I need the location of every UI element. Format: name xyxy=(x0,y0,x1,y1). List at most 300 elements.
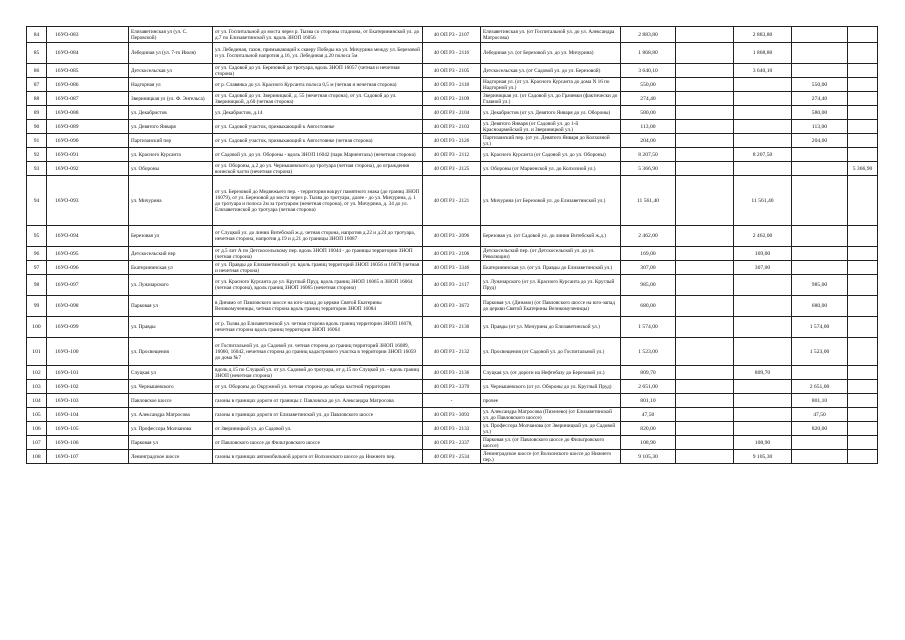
row-number: 89 xyxy=(27,106,47,120)
row-number: 101 xyxy=(27,338,47,366)
road-section: ул. Девятого Января (от Садовой ул. до 1-й Красноармейской ул. и Звериницкой ул.) xyxy=(481,120,621,134)
object-code: 16УО-105 xyxy=(47,422,129,436)
row-number: 102 xyxy=(27,366,47,380)
row-number: 93 xyxy=(27,162,47,176)
area-total: 8 207,50 xyxy=(621,148,676,162)
road-registry-number: 40 ОП РЗ - 2112 xyxy=(423,148,481,162)
area-col-3: 550,00 xyxy=(792,78,848,92)
area-col-2: 307,00 xyxy=(734,261,792,275)
area-description: от ул. Красного Курсанта до ул. Круглый Пруд, вдоль границ ЗНОП 16065 и ЗНОП 16064 (четная сторона), вдоль границ ЗНОП 16065 (нечетная сторона) xyxy=(213,275,423,296)
area-total: 169,00 xyxy=(621,247,676,261)
road-registry-number: 40 ОП РЗ - 2121 xyxy=(423,176,481,226)
street-name: Партизанский пер xyxy=(129,134,213,148)
area-col-2: 108,90 xyxy=(734,436,792,450)
object-code: 16УО-093 xyxy=(47,176,129,226)
area-col-2 xyxy=(734,422,792,436)
area-col-4 xyxy=(848,317,878,338)
area-description: газоны в границах дороги от границы г. Павловска до ул. Александра Матросова xyxy=(213,394,423,408)
area-col-4 xyxy=(848,226,878,247)
table-body xyxy=(27,27,878,464)
row-number: 106 xyxy=(27,422,47,436)
street-name: Слуцкая ул xyxy=(129,366,213,380)
row-number: 91 xyxy=(27,134,47,148)
area-col-4 xyxy=(848,78,878,92)
document-page xyxy=(26,26,877,464)
table-row xyxy=(27,380,878,394)
area-total: 204,00 xyxy=(621,134,676,148)
area-total: 820,00 xyxy=(621,422,676,436)
area-total: 985,00 xyxy=(621,275,676,296)
area-total: 2 651,00 xyxy=(621,380,676,394)
object-code: 16УО-107 xyxy=(47,450,129,464)
area-col-4 xyxy=(848,176,878,226)
area-total: 550,00 xyxy=(621,78,676,92)
row-number: 97 xyxy=(27,261,47,275)
area-description: от ул. Березовой до Медвежьего пер. - территория вокруг памятного знака (до границ ЗНОП 16079), от ул. Березовой до моста через р. Тызва до тротуара, далее - до ул. Мичурина, д. 1 до тротуара и полоса 2м за тротуаром (нечетная сторона), от ул. Мичурина, д. 34 до ул. Елизаветинской до тротуара (четная сторона) xyxy=(213,176,423,226)
area-description: от ул. Правды до Елизаветинской ул. вдоль границ территорий ЗНОП 16056 и 16078 (четная и нечетная сторона) xyxy=(213,261,423,275)
area-col-3 xyxy=(792,27,848,43)
area-col-2: 9 105,30 xyxy=(734,450,792,464)
area-col-2 xyxy=(734,92,792,106)
street-name: Детскосельский пер xyxy=(129,247,213,261)
area-col-2: 2 883,80 xyxy=(734,27,792,43)
street-name: ул. Декабристов xyxy=(129,106,213,120)
area-col-1 xyxy=(676,176,734,226)
area-col-2: 2 462,00 xyxy=(734,226,792,247)
street-name: Парковая ул xyxy=(129,436,213,450)
area-col-1 xyxy=(676,162,734,176)
road-section: ул. Луначарского (от ул. Красного Курсанта до ул. Круглый Пруд) xyxy=(481,275,621,296)
road-registry-number: 40 ОП РЗ - 2117 xyxy=(423,275,481,296)
area-col-3 xyxy=(792,226,848,247)
area-col-1 xyxy=(676,134,734,148)
area-col-4 xyxy=(848,43,878,64)
table-row xyxy=(27,261,878,275)
area-description: от ул. Садовой до ул. Березовой до тротуара, вдоль ЗНОП 16057 (четная и нечетная сторона) xyxy=(213,64,423,78)
road-registry-number: 40 ОП РЗ - 2133 xyxy=(423,422,481,436)
area-col-4 xyxy=(848,422,878,436)
object-code: 16УО-088 xyxy=(47,106,129,120)
object-code: 16УО-101 xyxy=(47,366,129,380)
road-section: Слуцкая ул. (от дороги на Нефтебазу до Березовой ул.) xyxy=(481,366,621,380)
row-number: 107 xyxy=(27,436,47,450)
street-name: Детскосельская ул xyxy=(129,64,213,78)
row-number: 99 xyxy=(27,296,47,317)
road-registry-number: 40 ОП РЗ - 2534 xyxy=(423,450,481,464)
road-section: Лебединая ул. (от Березовой ул. до ул. Мичурина) xyxy=(481,43,621,64)
area-description: от Садовой ул. до ул. Обороны - вдоль ЗНОП 16042 (парк Мариенталь) (нечетная сторона) xyxy=(213,148,423,162)
road-section: ул. Чернышевского (от ул. Обороны до ул. Круглый Пруд) xyxy=(481,380,621,394)
area-col-3 xyxy=(792,366,848,380)
area-total: 5 366,90 xyxy=(621,162,676,176)
area-total: 1 523,00 xyxy=(621,338,676,366)
area-col-2 xyxy=(734,338,792,366)
row-number: 94 xyxy=(27,176,47,226)
road-section: Надгорная ул. (от ул. Красного Курсанта до дома N 16 по Надгорной ул.) xyxy=(481,78,621,92)
area-description: от ул. Обороны, д.2 до ул. Чернышевского до тротуара (четная сторона), до ограждения воинской части (нечетная сторона) xyxy=(213,162,423,176)
road-registry-number: 40 ОП РЗ - 2130 xyxy=(423,317,481,338)
road-section: ул. Красного Курсанта (от Садовой ул. до ул. Обороны) xyxy=(481,148,621,162)
road-section: Звериницкая ул. (от Садовой ул. до Грачевки (фактически до Главной ул.) xyxy=(481,92,621,106)
area-total: 801,10 xyxy=(621,394,676,408)
area-total: 307,00 xyxy=(621,261,676,275)
area-total: 580,00 xyxy=(621,106,676,120)
table-row xyxy=(27,78,878,92)
area-col-3: 204,00 xyxy=(792,134,848,148)
area-col-4 xyxy=(848,148,878,162)
road-section: ул. Правды (от ул. Мичурина до Елизаветинской ул.) xyxy=(481,317,621,338)
area-col-4 xyxy=(848,64,878,78)
road-registry-number: 40 ОП РЗ - 2105 xyxy=(423,64,481,78)
area-total: 2 883,80 xyxy=(621,27,676,43)
table-row xyxy=(27,296,878,317)
area-col-3 xyxy=(792,247,848,261)
road-registry-number: 40 ОП РЗ - 2106 xyxy=(423,247,481,261)
area-col-4 xyxy=(848,450,878,464)
area-col-4 xyxy=(848,106,878,120)
area-col-3: 801,10 xyxy=(792,394,848,408)
road-registry-number: 40 ОП РЗ - 3370 xyxy=(423,380,481,394)
row-number: 84 xyxy=(27,27,47,43)
area-total: 680,00 xyxy=(621,296,676,317)
area-col-1 xyxy=(676,64,734,78)
object-code: 16УО-083 xyxy=(47,27,129,43)
table-row xyxy=(27,436,878,450)
road-section: прочее xyxy=(481,394,621,408)
road-registry-number: 40 ОП РЗ - 2126 xyxy=(423,134,481,148)
street-name: Березовая ул xyxy=(129,226,213,247)
area-total: 113,00 xyxy=(621,120,676,134)
area-col-2 xyxy=(734,296,792,317)
street-name: ул. Луначарского xyxy=(129,275,213,296)
area-total: 47,50 xyxy=(621,408,676,422)
area-col-1 xyxy=(676,27,734,43)
area-description: от ул. Садовой до ул. Звериницкой, д. 55 (нечетная сторона), от ул. Садовой до ул. Звериницкой, д.60 (четная сторона) xyxy=(213,92,423,106)
table-row xyxy=(27,27,878,43)
object-code: 16УО-099 xyxy=(47,317,129,338)
table-row xyxy=(27,450,878,464)
table-row xyxy=(27,176,878,226)
street-name: ул. Красного Курсанта xyxy=(129,148,213,162)
area-col-1 xyxy=(676,408,734,422)
road-registry-number: 40 ОП РЗ - 2125 xyxy=(423,162,481,176)
object-code: 16УО-084 xyxy=(47,43,129,64)
area-total: 274,40 xyxy=(621,92,676,106)
street-name: ул. Девятого Января xyxy=(129,120,213,134)
table-row xyxy=(27,366,878,380)
object-code: 16УО-085 xyxy=(47,64,129,78)
area-col-1 xyxy=(676,148,734,162)
area-col-3: 820,00 xyxy=(792,422,848,436)
area-col-3 xyxy=(792,261,848,275)
area-col-1 xyxy=(676,78,734,92)
road-registry-number: 40 ОП РЗ - 2104 xyxy=(423,106,481,120)
road-registry-number: 40 ОП РЗ - 2132 xyxy=(423,338,481,366)
street-name: ул. Правды xyxy=(129,317,213,338)
road-registry-number: 40 ОП РЗ - 3093 xyxy=(423,408,481,422)
area-col-4 xyxy=(848,296,878,317)
area-description: вдоль д.15 по Слуцкой ул. от ул. Садовой до тротуара, от д.15 по Слуцкой ул. - вдоль границ ЗНОП (нечетная сторона) xyxy=(213,366,423,380)
area-col-1 xyxy=(676,422,734,436)
area-col-3: 2 651,00 xyxy=(792,380,848,394)
street-name: Парковая ул xyxy=(129,296,213,317)
area-description: ул. Лебединая, газон, примыкающий к скверу Победы на ул. Мичурина между ул. Березовой и ул. Госпитальной напротив д.16, ул. Лебединая д.20 полоса 5м xyxy=(213,43,423,64)
area-col-2 xyxy=(734,134,792,148)
road-registry-number: 40 ОП РЗ - 2109 xyxy=(423,92,481,106)
table-row xyxy=(27,226,878,247)
street-name: Звериницкая ул (ул. Ф. Энгельса) xyxy=(129,92,213,106)
area-col-1 xyxy=(676,317,734,338)
area-col-4 xyxy=(848,120,878,134)
area-description: ул. Декабристов, д.14 xyxy=(213,106,423,120)
area-col-1 xyxy=(676,338,734,366)
object-code: 16УО-102 xyxy=(47,380,129,394)
object-code: 16УО-095 xyxy=(47,247,129,261)
area-col-3: 274,40 xyxy=(792,92,848,106)
object-code: 16УО-104 xyxy=(47,408,129,422)
area-total: 11 561,40 xyxy=(621,176,676,226)
street-name: Елизаветинская ул (ул. С. Перовской) xyxy=(129,27,213,43)
object-code: 16УО-097 xyxy=(47,275,129,296)
object-code: 16УО-087 xyxy=(47,92,129,106)
object-code: 16УО-100 xyxy=(47,338,129,366)
area-col-3: 113,00 xyxy=(792,120,848,134)
area-description: от Павловского шоссе до Фильтровского шоссе xyxy=(213,436,423,450)
street-name: ул. Мичурина xyxy=(129,176,213,226)
area-col-2: 3 640,10 xyxy=(734,64,792,78)
area-col-3: 1 574,00 xyxy=(792,317,848,338)
area-col-2 xyxy=(734,394,792,408)
area-description: газоны в границах автомобильной дороги от Волхонского шоссе до Нижнего пер. xyxy=(213,450,423,464)
area-col-2 xyxy=(734,162,792,176)
row-number: 85 xyxy=(27,43,47,64)
area-col-3: 985,00 xyxy=(792,275,848,296)
area-col-1 xyxy=(676,380,734,394)
object-code: 16УО-096 xyxy=(47,261,129,275)
table-row xyxy=(27,162,878,176)
area-total: 3 640,10 xyxy=(621,64,676,78)
row-number: 103 xyxy=(27,380,47,394)
object-code: 16УО-089 xyxy=(47,120,129,134)
area-col-3 xyxy=(792,43,848,64)
object-code: 16УО-094 xyxy=(47,226,129,247)
table-row xyxy=(27,106,878,120)
area-col-4 xyxy=(848,261,878,275)
area-col-1 xyxy=(676,275,734,296)
row-number: 87 xyxy=(27,78,47,92)
area-col-4 xyxy=(848,134,878,148)
road-registry-number: 40 ОП РЗ - 2107 xyxy=(423,27,481,43)
area-total: 2 462,00 xyxy=(621,226,676,247)
street-name: ул. Профессора Молчанова xyxy=(129,422,213,436)
table-row xyxy=(27,64,878,78)
table-row xyxy=(27,275,878,296)
area-col-3: 680,00 xyxy=(792,296,848,317)
area-col-3 xyxy=(792,64,848,78)
area-col-1 xyxy=(676,247,734,261)
area-col-2 xyxy=(734,120,792,134)
area-col-2: 8 207,50 xyxy=(734,148,792,162)
table-row xyxy=(27,148,878,162)
road-section: ул. Мичурина (от Березовой ул. до Елизаветинской ул.) xyxy=(481,176,621,226)
road-section: Березовая ул. (от Садовой ул. до линии Витебской ж.д.) xyxy=(481,226,621,247)
table-row xyxy=(27,408,878,422)
road-registry-number: 40 ОП РЗ - 2096 xyxy=(423,226,481,247)
area-col-1 xyxy=(676,106,734,120)
area-col-3: 1 523,00 xyxy=(792,338,848,366)
area-total: 9 105,30 xyxy=(621,450,676,464)
area-description: от д.5 лит А по Детскосельскому пер. вдоль ЗНОП 16044 - до границы территории ЗНОП (четная сторона) xyxy=(213,247,423,261)
area-col-4 xyxy=(848,380,878,394)
area-col-2 xyxy=(734,408,792,422)
area-col-1 xyxy=(676,43,734,64)
street-name: ул. Чернышевского xyxy=(129,380,213,394)
road-section: ул. Профессора Молчанова (от Звериницкой ул. до Садовой ул.) xyxy=(481,422,621,436)
object-code: 16УО-106 xyxy=(47,436,129,450)
area-col-3 xyxy=(792,162,848,176)
area-description: от ул. Госпитальной до моста через р. Тызва со стороны стадиона, от Екатерининской ул. до д.7 по Елизаветинской ул. вдоль ЗНОП 16056 xyxy=(213,27,423,43)
area-col-4 xyxy=(848,394,878,408)
road-section: Детскосельская ул. (от Садовой ул. до ул. Березовой) xyxy=(481,64,621,78)
street-name: Лебединая ул (ул. 7-го Июля) xyxy=(129,43,213,64)
area-col-1 xyxy=(676,366,734,380)
road-registry-number: 40 ОП РЗ - 3672 xyxy=(423,296,481,317)
road-section: Елизаветинская ул. (от Госпитальной ул. до ул. Александра Матросова) xyxy=(481,27,621,43)
street-name: Надгорная ул xyxy=(129,78,213,92)
area-description: от Звериницкой ул. до Садовой ул. xyxy=(213,422,423,436)
road-section: Партизанский пер. (от ул. Девятого Января до Колхозной ул.) xyxy=(481,134,621,148)
area-col-1 xyxy=(676,92,734,106)
street-name: Ленинградское шоссе xyxy=(129,450,213,464)
area-col-3: 580,00 xyxy=(792,106,848,120)
object-code: 16УО-086 xyxy=(47,78,129,92)
object-code: 16УО-090 xyxy=(47,134,129,148)
area-col-2 xyxy=(734,317,792,338)
object-code: 16УО-092 xyxy=(47,162,129,176)
row-number: 88 xyxy=(27,92,47,106)
road-section: Детскосельский пер. (от Детскосельской ул. до ул. Революции) xyxy=(481,247,621,261)
area-col-2: 169,00 xyxy=(734,247,792,261)
area-description: в Динамо от Павловского шоссе на юго-запад до церкви Святой Екатерины Великомученицы, четная сторона вдоль границ территории ЗНОП 16084 xyxy=(213,296,423,317)
road-registry-number: 40 ОП РЗ - 2337 xyxy=(423,436,481,450)
table-row xyxy=(27,338,878,366)
row-number: 104 xyxy=(27,394,47,408)
row-number: 96 xyxy=(27,247,47,261)
table-row xyxy=(27,120,878,134)
area-description: от Слуцкой ул. до линии Витебской ж.д. четная сторона, напротив д.22 и д.24 до тротуара, нечетная сторона, напротив д.19 и д.21 до границы ЗНОП 16087 xyxy=(213,226,423,247)
row-number: 108 xyxy=(27,450,47,464)
table-row xyxy=(27,43,878,64)
street-name: ул. Александра Матросова xyxy=(129,408,213,422)
area-col-4 xyxy=(848,338,878,366)
area-description: от р. Тызва до Елизаветинской ул. четная сторона вдоль границ территории ЗНОП 16078, нечетная сторона вдоль границ территории ЗНОП 16064 xyxy=(213,317,423,338)
row-number: 86 xyxy=(27,64,47,78)
area-description: от Госпитальной ул. до Садовой ул. четная сторона до границ территорий ЗНОП 16089, 16060, 16042, нечетная сторона до границ кадастрового участка в территории ЗНОП 16059 до дома №7 xyxy=(213,338,423,366)
table-row xyxy=(27,394,878,408)
road-registry-number: 40 ОП РЗ - 2136 xyxy=(423,366,481,380)
area-col-3 xyxy=(792,436,848,450)
area-col-2: 11 561,40 xyxy=(734,176,792,226)
object-code: 16УО-091 xyxy=(47,148,129,162)
table-row xyxy=(27,92,878,106)
object-code: 16УО-103 xyxy=(47,394,129,408)
table-row xyxy=(27,134,878,148)
table-row xyxy=(27,422,878,436)
area-col-2: 809,70 xyxy=(734,366,792,380)
row-number: 105 xyxy=(27,408,47,422)
area-total: 1 868,80 xyxy=(621,43,676,64)
area-col-1 xyxy=(676,394,734,408)
road-section: ул. Обороны (от Мариенской ул. до Колхозной ул.) xyxy=(481,162,621,176)
row-number: 98 xyxy=(27,275,47,296)
street-name: Павловское шоссе xyxy=(129,394,213,408)
area-description: от ул. Обороны до Окружной ул. четная сторона до забора частной территории xyxy=(213,380,423,394)
road-section: Екатерининская ул. (от ул. Правды до Елизаветинской ул.) xyxy=(481,261,621,275)
row-number: 92 xyxy=(27,148,47,162)
area-col-3: 47,50 xyxy=(792,408,848,422)
area-col-4 xyxy=(848,92,878,106)
road-section: Парковая ул. (от Павловского шоссе до Фильтровского шоссе) xyxy=(481,436,621,450)
area-total: 108,90 xyxy=(621,436,676,450)
area-total: 809,70 xyxy=(621,366,676,380)
road-registry-number: - xyxy=(423,394,481,408)
table-row xyxy=(27,247,878,261)
area-col-3 xyxy=(792,176,848,226)
area-col-1 xyxy=(676,226,734,247)
road-registry-number: 40 ОП РЗ - 2103 xyxy=(423,120,481,134)
area-col-4 xyxy=(848,436,878,450)
object-code: 16УО-098 xyxy=(47,296,129,317)
area-total: 1 574,00 xyxy=(621,317,676,338)
area-col-1 xyxy=(676,436,734,450)
area-col-4 xyxy=(848,408,878,422)
road-section: ул. Александра Матросова (Пизелево) (от Елизаветинской ул. до Павловского шоссе) xyxy=(481,408,621,422)
table-row xyxy=(27,317,878,338)
area-col-2 xyxy=(734,275,792,296)
area-description: газоны в границах дороги от Елизаветинской ул. до Павловского шоссе xyxy=(213,408,423,422)
area-description: от ул. Садовой участок, примыкающий к Автостоянке xyxy=(213,120,423,134)
row-number: 90 xyxy=(27,120,47,134)
road-section: ул. Декабристов (от ул. Девятого Января до ул. Обороны) xyxy=(481,106,621,120)
road-section: Ленинградское шоссе (от Волхонского шоссе до Нижнего пер.) xyxy=(481,450,621,464)
street-name: Екатерининская ул xyxy=(129,261,213,275)
area-col-2: 1 868,80 xyxy=(734,43,792,64)
area-description: от ул. Садовой участок, примыкающий к Автостоянке (четная сторона) xyxy=(213,134,423,148)
street-name: ул. Просвещения xyxy=(129,338,213,366)
area-col-1 xyxy=(676,296,734,317)
road-section: Парковая ул. (Динамо) (от Павловского шоссе на юго-запад до церкви Святой Екатерины Великомученицы) xyxy=(481,296,621,317)
area-col-4 xyxy=(848,275,878,296)
area-col-3 xyxy=(792,450,848,464)
area-col-2 xyxy=(734,106,792,120)
road-registry-number: 40 ОП РЗ - 2118 xyxy=(423,78,481,92)
area-description: от р. Славянка до ул. Красного Курсанта полоса 0,5 м (четная и нечетная сторона) xyxy=(213,78,423,92)
area-col-1 xyxy=(676,450,734,464)
row-number: 100 xyxy=(27,317,47,338)
area-col-1 xyxy=(676,261,734,275)
road-registry-number: 40 ОП РЗ - 3346 xyxy=(423,261,481,275)
street-name: ул. Обороны xyxy=(129,162,213,176)
road-section: ул. Просвещения (от Садовой ул. до Госпитальной ул.) xyxy=(481,338,621,366)
area-col-4: 5 366,90 xyxy=(848,162,878,176)
registry-table xyxy=(26,26,878,464)
area-col-4 xyxy=(848,366,878,380)
area-col-1 xyxy=(676,120,734,134)
area-col-2 xyxy=(734,78,792,92)
area-col-3 xyxy=(792,148,848,162)
road-registry-number: 40 ОП РЗ - 2116 xyxy=(423,43,481,64)
area-col-4 xyxy=(848,27,878,43)
